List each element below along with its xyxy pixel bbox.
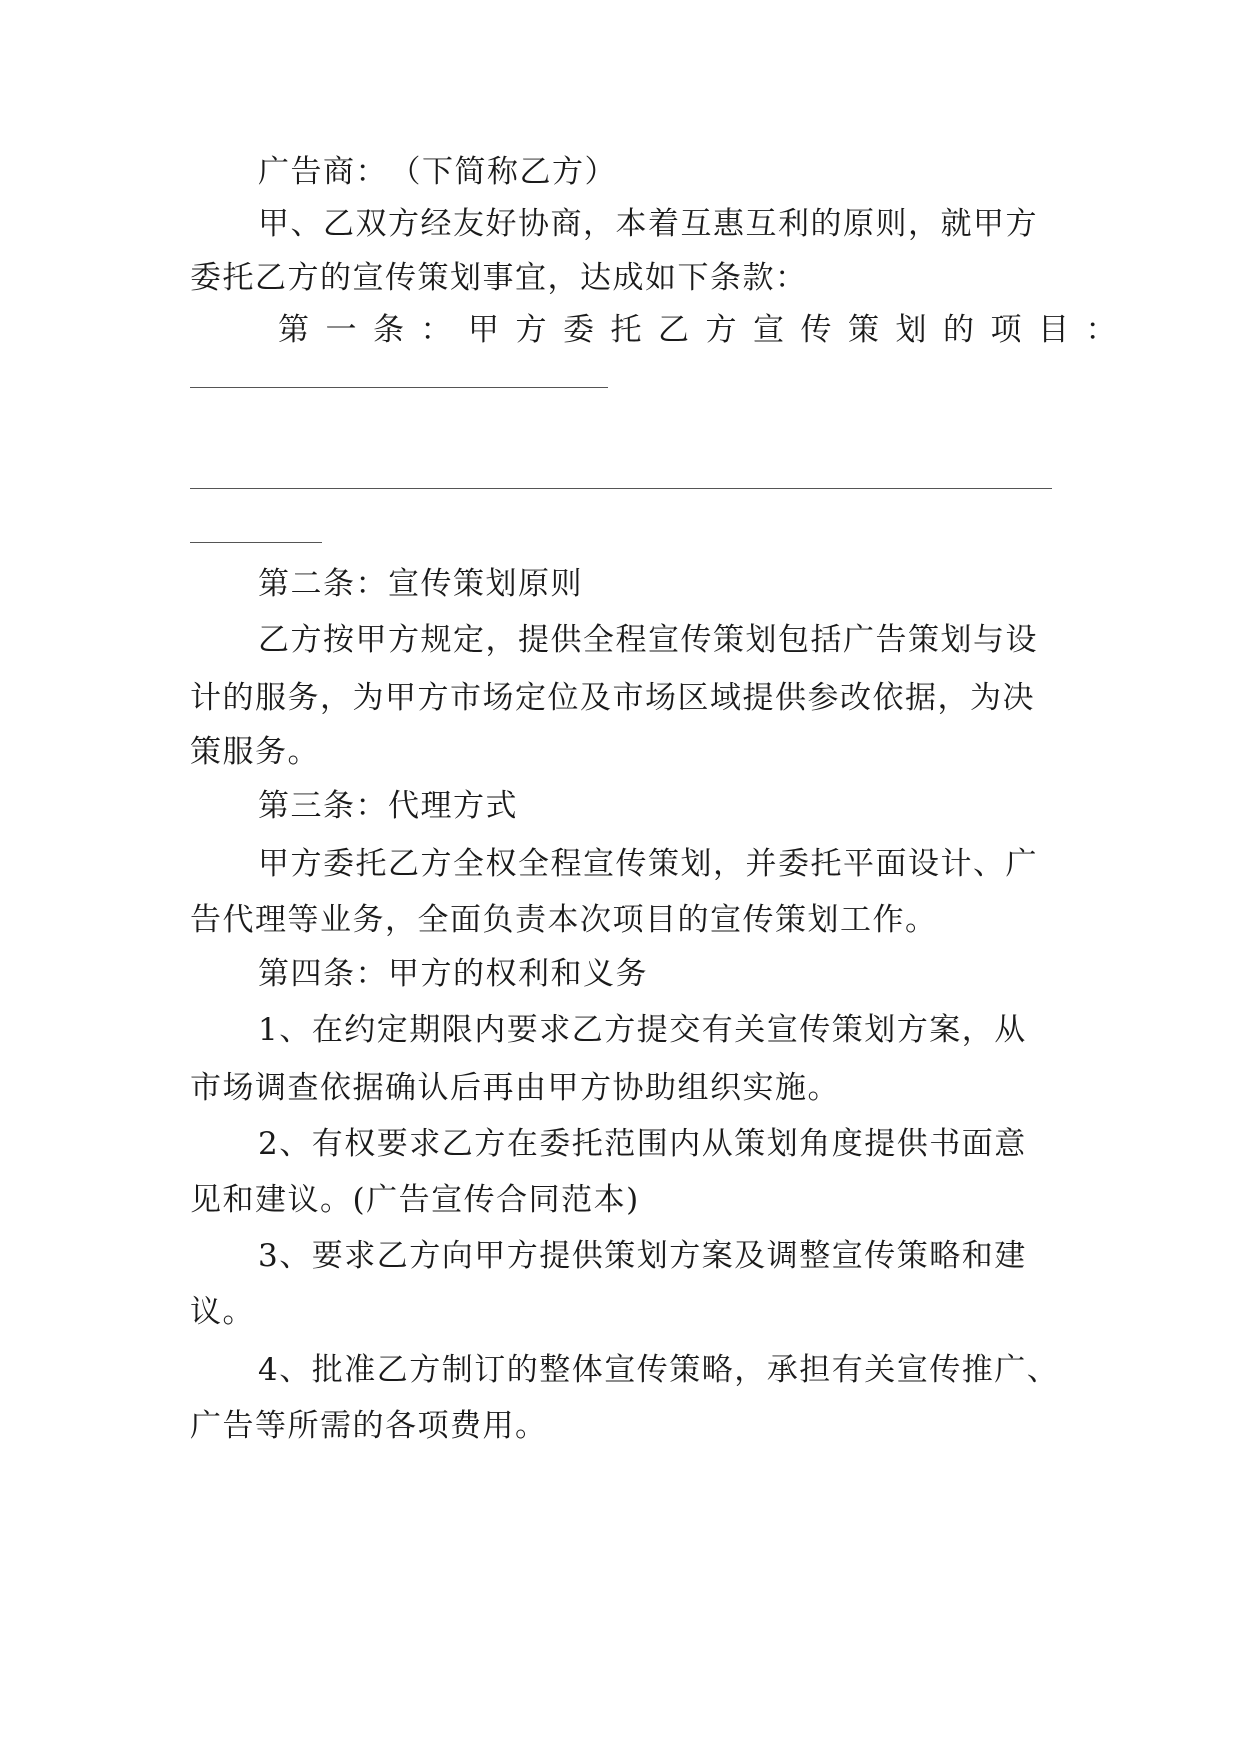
blank-fill-line [190,542,322,543]
blank-fill-line [190,387,608,388]
article-1-heading: 第一条：甲方委托乙方宣传策划的项目： [278,312,1133,348]
paragraph-line: 策服务。 [190,734,320,770]
list-item-4: 4、批准乙方制订的整体宣传策略，承担有关宣传推广、 [258,1352,1060,1388]
paragraph-line: 市场调查依据确认后再由甲方协助组织实施。 [190,1070,840,1106]
list-item-3: 3、要求乙方向甲方提供策划方案及调整宣传策略和建 [258,1238,1027,1274]
paragraph-line: 告代理等业务，全面负责本次项目的宣传策划工作。 [190,902,938,938]
blank-fill-line [190,488,1052,489]
paragraph-line: 甲方委托乙方全权全程宣传策划，并委托平面设计、广 [258,846,1038,882]
paragraph-line: 甲、乙双方经友好协商，本着互惠互利的原则，就甲方 [258,206,1038,242]
paragraph-line: 议。 [190,1294,255,1330]
list-item-2: 2、有权要求乙方在委托范围内从策划角度提供书面意 [258,1126,1027,1162]
article-2-heading: 第二条：宣传策划原则 [258,566,583,602]
paragraph-line: 委托乙方的宣传策划事宜，达成如下条款： [190,260,808,296]
article-4-heading: 第四条：甲方的权利和义务 [258,956,648,992]
paragraph-line: 广告等所需的各项费用。 [190,1408,548,1444]
list-item-1: 1、在约定期限内要求乙方提交有关宣传策划方案，从 [258,1012,1027,1048]
paragraph-line: 见和建议。(广告宣传合同范本) [190,1182,640,1218]
paragraph-line: 乙方按甲方规定，提供全程宣传策划包括广告策划与设 [258,622,1038,658]
paragraph-line: 计的服务，为甲方市场定位及市场区域提供参改依据，为决 [190,680,1035,716]
party-b-line: 广告商： （下简称乙方） [258,154,617,190]
article-3-heading: 第三条：代理方式 [258,788,518,824]
